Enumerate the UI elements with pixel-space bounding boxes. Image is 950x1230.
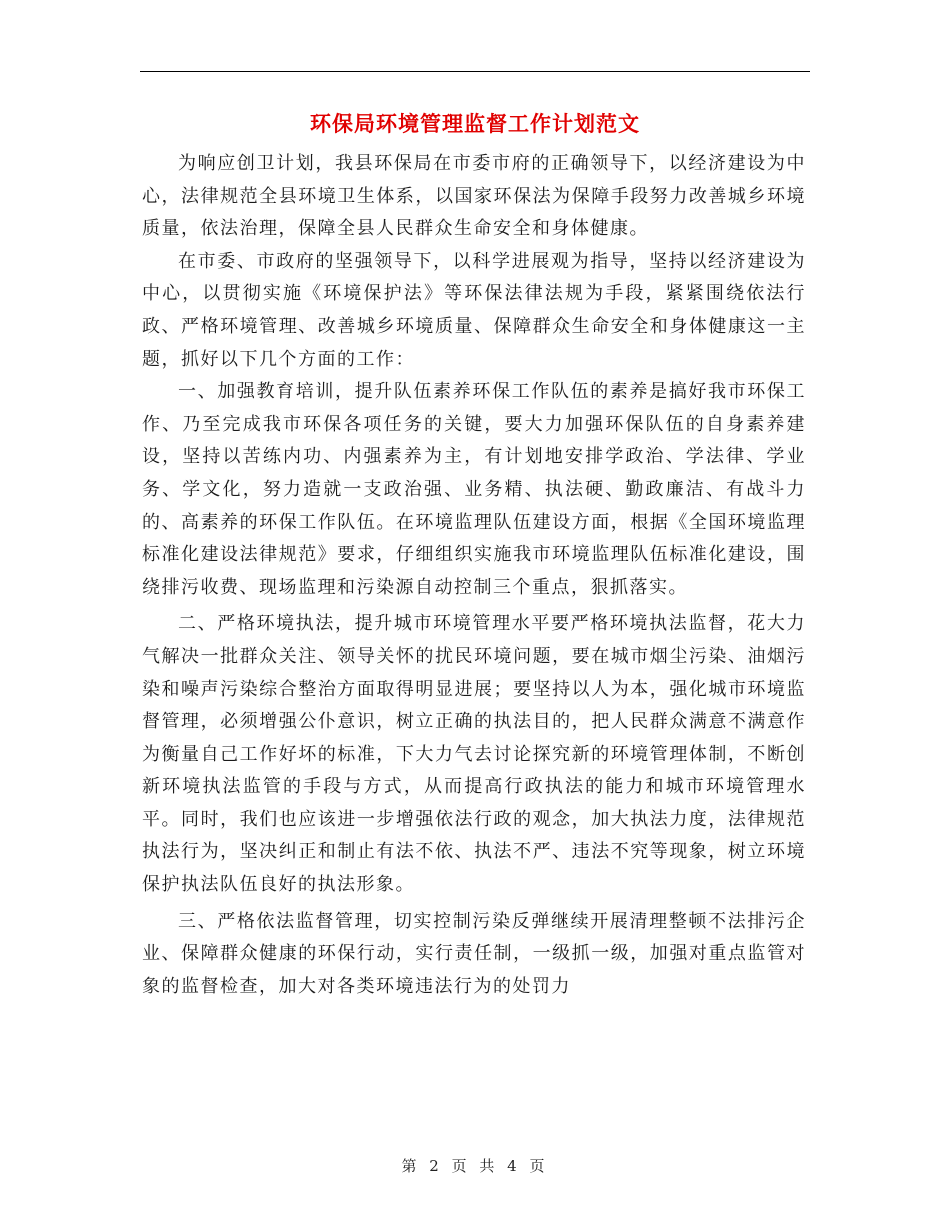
document-title: 环保局环境管理监督工作计划范文 bbox=[310, 112, 640, 136]
header-rule bbox=[140, 71, 810, 72]
paragraph-section-2: 二、严格环境执法，提升城市环境管理水平要严格环境执法监督，花大力气解决一批群众关注、领导关怀的扰民环境问题，要在城市烟尘污染、油烟污染和噪声污染综合整治方面取得明显进展；要坚持以人为本，强化城市环境监督管理，必须增强公仆意识，树立正确的执法目的，把人民群众满意不满意作为衡量自己工作好坏的标准，下大力气去讨论探究新的环境管理体制，不断创新环境执法监管的手段与方式，从而提高行政执法的能力和城市环境管理水平。同时，我们也应该进一步增强依法行政的观念，加大执法力度，法律规范执法行为，坚决纠正和制止有法不依、执法不严、违法不究等现象，树立环境保护执法队伍良好的执法形象。 bbox=[142, 613, 806, 896]
paragraph-section-3: 三、严格依法监督管理，切实控制污染反弹继续开展清理整顿不法排污企业、保障群众健康的环保行动，实行责任制，一级抓一级，加强对重点监管对象的监督检查，加大对各类环境违法行为的处罚力 bbox=[142, 910, 806, 997]
document-body bbox=[142, 148, 806, 1003]
paragraph-intro: 为响应创卫计划，我县环保局在市委市府的正确领导下，以经济建设为中心，法律规范全县环境卫生体系，以国家环保法为保障手段努力改善城乡环境质量，依法治理，保障全县人民群众生命安全和身体健康。 bbox=[142, 153, 806, 240]
paragraph-guideline: 在市委、市政府的坚强领导下，以科学进展观为指导，坚持以经济建设为中心，以贯彻实施《环境保护法》等环保法律法规为手段，紧紧围绕依法行政、严格环境管理、改善城乡环境质量、保障群众生命安全和身体健康这一主题，抓好以下几个方面的工作： bbox=[142, 250, 806, 370]
page-number-footer: 第 2 页 共 4 页 bbox=[401, 1157, 549, 1175]
paragraph-section-1: 一、加强教育培训，提升队伍素养环保工作队伍的素养是搞好我市环保工作、乃至完成我市环保各项任务的关键，要大力加强环保队伍的自身素养建设，坚持以苦练内功、内强素养为主，有计划地安排学政治、学法律、学业务、学文化，努力造就一支政治强、业务精、执法硬、勤政廉洁、有战斗力的、高素养的环保工作队伍。在环境监理队伍建设方面，根据《全国环境监理标准化建设法律规范》要求，仔细组织实施我市环境监理队伍标准化建设，围绕排污收费、现场监理和污染源自动控制三个重点，狠抓落实。 bbox=[142, 381, 806, 598]
